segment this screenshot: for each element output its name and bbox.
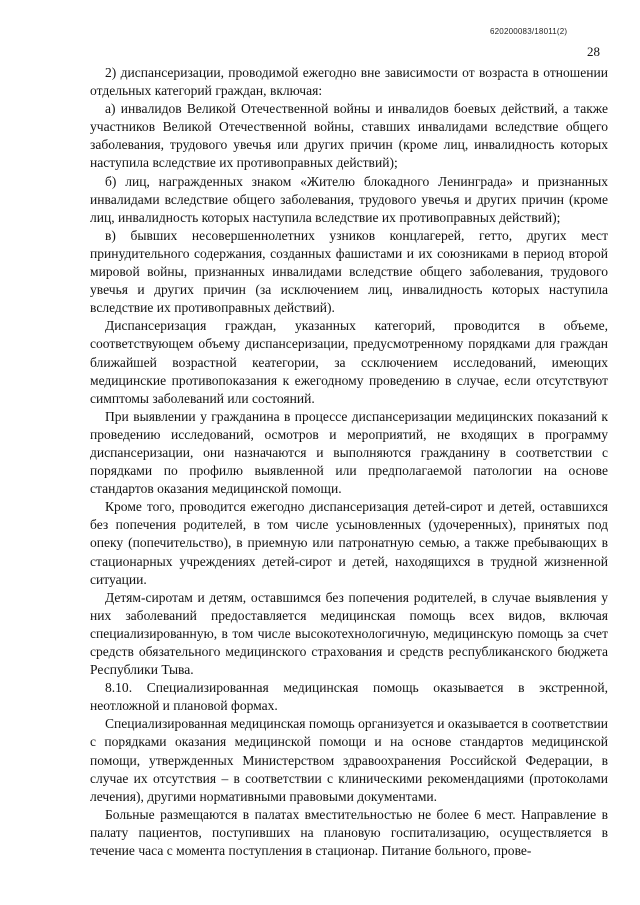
- page-number: 28: [587, 44, 600, 59]
- paragraph: Специализированная медицинская помощь организуется и оказывается в соответствии с порядками оказания медицинской помощи и на основе стандартов медицинской помощи, утвержденных Министерством здравоохранения Российской Федерации, в случае их отсутствия – в соответствии с клиническими рекомендациями (протоколами лечения), другими нормативными правовыми документами.: [90, 716, 608, 804]
- paragraph: б) лиц, награжденных знаком «Жителю блокадного Ленинграда» и признанных инвалидами вследствие общего заболевания, трудового увечья и других причин (кроме лиц, инвалидность которых наступила вследствие их противоправных действий);: [90, 173, 608, 225]
- paragraph: Больные размещаются в палатах вместительностью не более 6 мест. Направление в палату пациентов, поступивших на плановую госпитализацию, осуществляется в течение часа с момента поступления в стационар. Питание больного, прове-: [90, 806, 608, 859]
- paragraph: При выявлении у гражданина в процессе диспансеризации медицинских показаний к проведению исследований, осмотров и мероприятий, не входящих в программу диспансеризации, они назначаются и выполняются гражданину в соответствии с порядками по профилю выявленной или предполагаемой патологии на основе стандартов оказания медицинской помощи.: [90, 408, 608, 497]
- paragraph: Диспансеризация граждан, указанных категорий, проводится в объеме, соответствующем объему диспансеризации, предусмотренному порядками для граждан ближайшей возрастной кеатегории, за ссключением исследований, имеющих медицинские противопоказания к ежегодному проведению в случае, если отсутствуют симптомы заболеваний или состояний.: [90, 318, 608, 406]
- paragraph: а) инвалидов Великой Отечественной войны и инвалидов боевых действий, а также участников Великой Отечественной войны, ставших инвалидами вследствие общего заболевания, трудового увечья или других причин (кроме лиц, инвалидность которых наступила вследствие их противоправных действий);: [90, 101, 608, 171]
- paragraph: Детям-сиротам и детям, оставшимся без попечения родителей, в случае выявления у них заболеваний предоставляется медицинская помощь всех видов, включая специализированную, в том числе высокотехнологичную, медицинскую помощь за счет средств обязательного медицинского страхования и средств республиканского бюджета Республики Тыва.: [90, 589, 608, 678]
- paragraph: в) бывших несовершеннолетних узников концлагерей, гетто, других мест принудительного содержания, созданных фашистами и их союзниками в период второй мировой войны, признанных инвалидами вследствие общего заболевания, трудового увечья и других причин (за исключением лиц, инвалидность которых наступила вследствие их противоправных действий).: [90, 227, 608, 316]
- paragraph: 8.10. Специализированная медицинская помощь оказывается в экстренной, неотложной и плановой формах.: [90, 680, 608, 714]
- paragraph: Кроме того, проводится ежегодно диспансеризация детей-сирот и детей, оставшихся без попечения родителей, в том числе усыновленных (удочеренных), принятых под опеку (попечительство), в приемную или патронатную семью, а также пребывающих в стационарных учреждениях детей-сирот и детей, находящихся в трудной жизненной ситуации.: [90, 499, 608, 587]
- paragraph: 2) диспансеризации, проводимой ежегодно вне зависимости от возраста в отношении отдельных категорий граждан, включая:: [90, 65, 608, 99]
- document-code: 620200083/18011(2): [490, 27, 568, 36]
- document-body: [90, 64, 608, 860]
